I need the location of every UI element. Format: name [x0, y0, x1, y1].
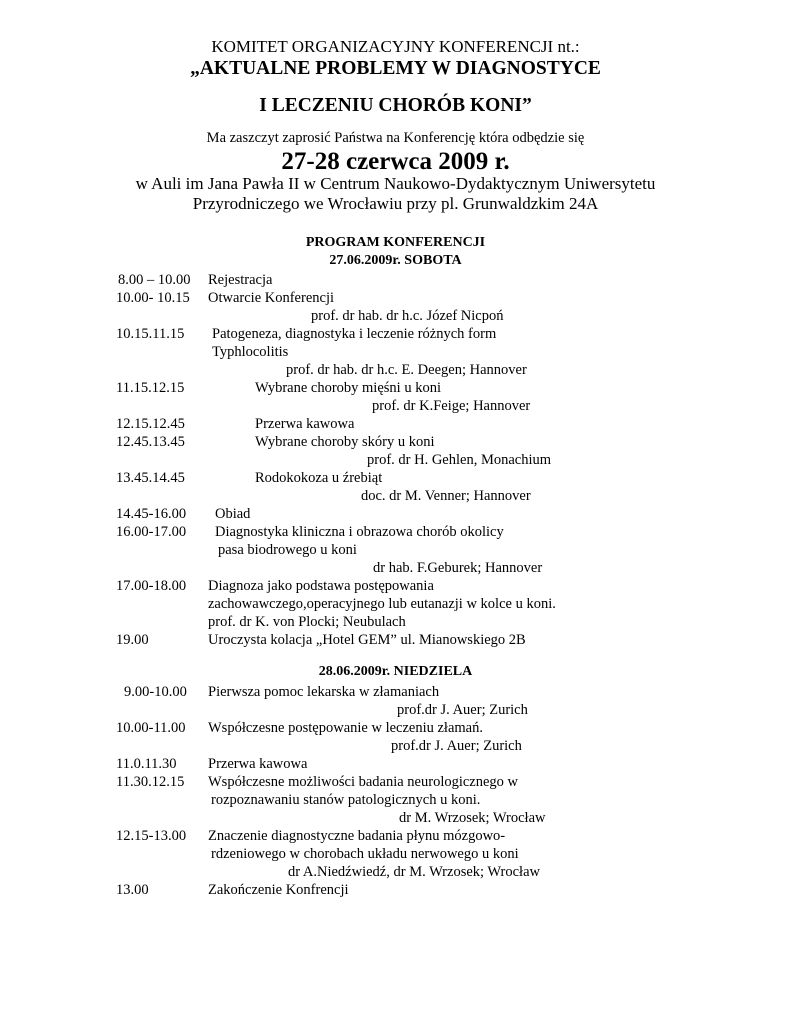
schedule-item: Diagnostyka kliniczna i obrazowa chorób okolicy: [215, 524, 504, 540]
schedule-item: Pierwsza pomoc lekarska w złamaniach: [208, 684, 440, 700]
conference-title-line-1: „AKTUALNE PROBLEMY W DIAGNOSTYCE: [190, 58, 601, 79]
invitation-text: Ma zaszczyt zaprosić Państwa na Konferencję która odbędzie się: [206, 130, 585, 146]
schedule-speaker: dr hab. F.Geburek; Hannover: [373, 560, 543, 576]
schedule-speaker: dr M. Wrzosek; Wrocław: [399, 810, 546, 826]
schedule-item: Rejestracja: [208, 272, 273, 288]
venue-line-2: Przyrodniczego we Wrocławiu przy pl. Grunwaldzkim 24A: [192, 194, 599, 213]
schedule-item: Uroczysta kolacja „Hotel GEM” ul. Mianowskiego 2B: [208, 632, 526, 648]
schedule-item: Przerwa kawowa: [208, 756, 308, 772]
schedule-item: Patogeneza, diagnostyka i leczenie różnych form: [212, 326, 497, 342]
schedule-item: Diagnoza jako podstawa postępowania: [208, 578, 434, 594]
schedule-time: 17.00-18.00: [116, 578, 187, 594]
schedule-time: 10.00- 10.15: [116, 290, 190, 306]
schedule-time: 10.15.11.15: [116, 326, 185, 342]
schedule-time: 11.15.12.15: [116, 380, 185, 396]
committee-heading: KOMITET ORGANIZACYJNY KONFERENCJI nt.:: [211, 37, 580, 56]
schedule-item: Wybrane choroby skóry u koni: [255, 434, 435, 450]
schedule-speaker: prof. dr hab. dr h.c. Józef Nicpoń: [311, 308, 504, 324]
day-2-heading: 28.06.2009r. NIEDZIELA: [318, 664, 473, 679]
schedule-time: 8.00 – 10.00: [118, 272, 191, 288]
schedule-time: 9.00-10.00: [124, 684, 187, 700]
schedule-time: 19.00: [116, 632, 149, 648]
schedule-item: Znaczenie diagnostyczne badania płynu mózgowo-: [208, 828, 506, 844]
schedule-item: Przerwa kawowa: [255, 416, 355, 432]
program-title: PROGRAM KONFERENCJI: [305, 235, 486, 250]
schedule-item-continued: Typhlocolitis: [212, 344, 289, 360]
schedule-item: Rodokokoza u źrebiąt: [255, 470, 383, 486]
schedule-item-continued: rozpoznawaniu stanów patologicznych u koni.: [211, 792, 481, 808]
schedule-time: 11.30.12.15: [116, 774, 185, 790]
day-1-heading: 27.06.2009r. SOBOTA: [329, 253, 462, 268]
schedule-item: Współczesne postępowanie w leczeniu złamań.: [208, 720, 483, 736]
schedule-item-continued: pasa biodrowego u koni: [218, 542, 357, 558]
schedule-item: Wybrane choroby mięśni u koni: [255, 380, 441, 396]
schedule-speaker: prof. dr K.Feige; Hannover: [372, 398, 531, 414]
schedule-time: 11.0.11.30: [116, 756, 177, 772]
schedule-speaker: dr A.Niedźwiedź, dr M. Wrzosek; Wrocław: [288, 864, 540, 880]
schedule-item: Obiad: [215, 506, 251, 522]
schedule-speaker: prof.dr J. Auer; Zurich: [391, 738, 522, 754]
schedule-item: Otwarcie Konferencji: [208, 290, 335, 306]
schedule-time: 12.15-13.00: [116, 828, 187, 844]
schedule-time: 16.00-17.00: [116, 524, 187, 540]
conference-dates: 27-28 czerwca 2009 r.: [281, 148, 510, 175]
schedule-time: 12.15.12.45: [116, 416, 185, 432]
schedule-speaker: prof.dr J. Auer; Zurich: [397, 702, 528, 718]
schedule-item: Współczesne możliwości badania neurologicznego w: [208, 774, 519, 790]
schedule-item-continued: rdzeniowego w chorobach układu nerwowego u koni: [211, 846, 519, 862]
schedule-time: 14.45-16.00: [116, 506, 187, 522]
schedule-speaker: doc. dr M. Venner; Hannover: [361, 488, 531, 504]
venue-line-1: w Auli im Jana Pawła II w Centrum Naukowo-Dydaktycznym Uniwersytetu: [135, 174, 656, 193]
schedule-item-continued: zachowawczego,operacyjnego lub eutanazji w kolce u koni.: [208, 596, 556, 612]
conference-title-line-2: I LECZENIU CHORÓB KONI”: [259, 95, 532, 116]
schedule-speaker: prof. dr H. Gehlen, Monachium: [367, 452, 552, 468]
schedule-speaker: prof. dr hab. dr h.c. E. Deegen; Hannover: [286, 362, 527, 378]
schedule-time: 13.45.14.45: [116, 470, 185, 486]
schedule-speaker: prof. dr K. von Plocki; Neubulach: [208, 614, 406, 630]
schedule-time: 13.00: [116, 882, 149, 898]
schedule-item: Zakończenie Konfrencji: [208, 882, 349, 898]
schedule-time: 12.45.13.45: [116, 434, 185, 450]
schedule-time: 10.00-11.00: [116, 720, 186, 736]
